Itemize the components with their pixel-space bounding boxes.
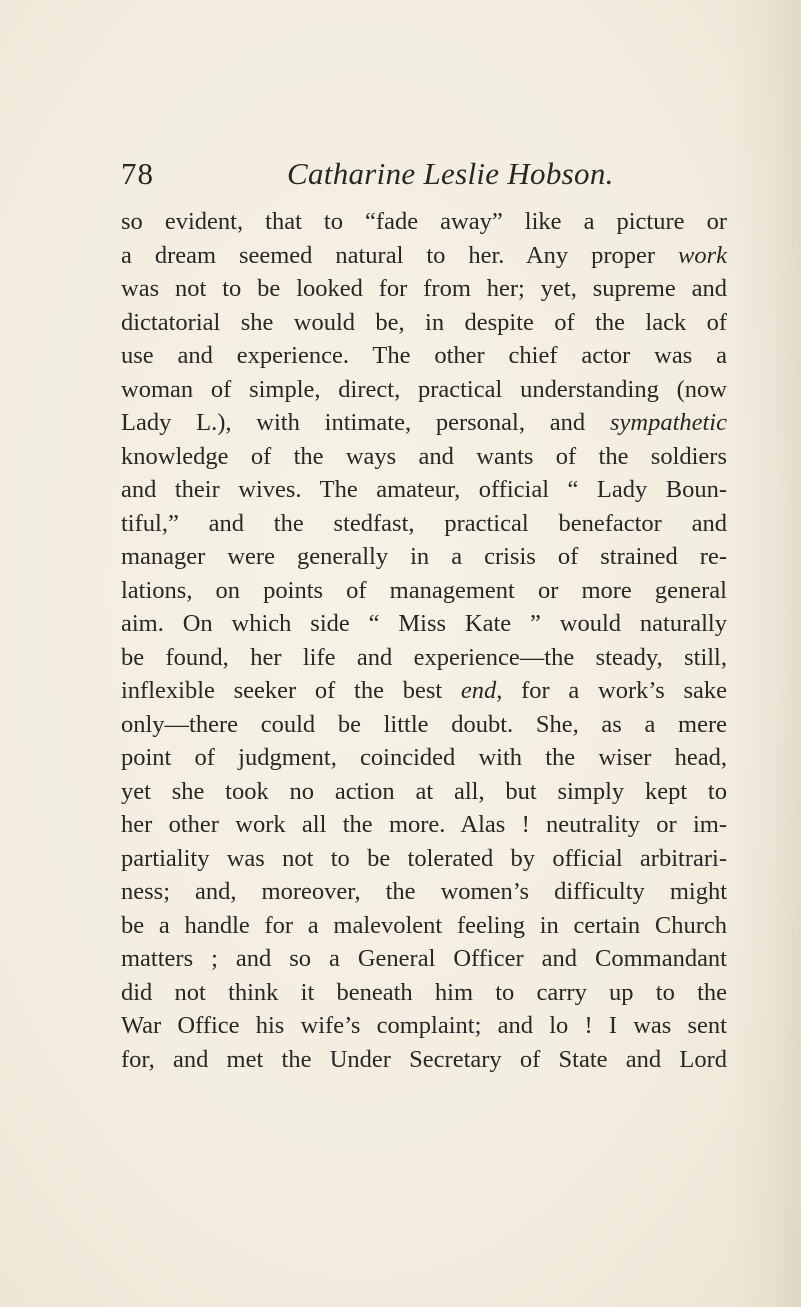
text-line [121, 775, 727, 809]
text-line [121, 373, 727, 407]
text-line [121, 674, 727, 708]
text-line [121, 205, 727, 239]
text-line [121, 1009, 727, 1043]
text-line [121, 741, 727, 775]
italic-text: work [678, 241, 727, 269]
text-segment: a dream seemed natural to her. Any proper [121, 241, 678, 269]
text-line [121, 942, 727, 976]
text-segment: and their wives. The amateur, official “ Lady Boun- [121, 476, 727, 503]
text-line [121, 909, 727, 943]
page-number: 78 [121, 156, 154, 191]
text-segment: ness; and, moreover, the women’s difficulty might [121, 878, 727, 905]
page-header [0, 150, 801, 194]
text-segment: was not to be looked for from her; yet, supreme and [121, 275, 727, 302]
text-line [121, 339, 727, 373]
text-line [121, 540, 727, 574]
text-line [121, 507, 727, 541]
italic-text: end [460, 677, 497, 704]
text-segment: dictatorial she would be, in despite of the lack of [121, 308, 727, 336]
text-segment: only—there could be little doubt. She, as a mere [121, 710, 727, 738]
text-segment: manager were generally in a crisis of strained re- [121, 543, 727, 570]
text-segment: for, and met the Under Secretary of State and Lord [121, 1045, 727, 1073]
text-line [121, 641, 727, 675]
text-line [121, 1043, 727, 1077]
text-segment: matters ; and so a General Officer and Commandant [121, 945, 727, 972]
text-line [121, 842, 727, 876]
text-segment: inflexible seeker of the best [121, 677, 461, 704]
text-segment: Lady L.), with intimate, personal, and [121, 409, 610, 436]
text-line [121, 808, 727, 842]
text-line [121, 607, 727, 641]
text-segment: point of judgment, coincided with the wiser head, [121, 744, 727, 771]
italic-text: sympathetic [609, 409, 727, 436]
text-segment: yet she took no action at all, but simply kept to [121, 777, 727, 805]
text-line [121, 976, 727, 1010]
text-line [121, 875, 727, 909]
text-segment: knowledge of the ways and wants of the soldiers [121, 442, 727, 470]
text-segment: did not think it beneath him to carry up to the [121, 978, 727, 1006]
text-segment: be found, her life and experience—the steady, still, [121, 643, 727, 671]
page-fold-shadow [731, 0, 801, 1307]
text-line [121, 272, 727, 306]
text-line [121, 406, 727, 440]
text-segment: , for a work’s sake [496, 677, 727, 704]
text-segment: be a handle for a malevolent feeling in certain Church [121, 911, 727, 939]
text-line [121, 440, 727, 474]
text-segment: her other work all the more. Alas ! neutrality or im- [121, 811, 727, 838]
text-line [121, 306, 727, 340]
text-segment: use and experience. The other chief actor was a [121, 342, 727, 369]
text-segment: woman of simple, direct, practical understanding (now [121, 375, 727, 403]
text-segment: tiful,” and the stedfast, practical benefactor and [121, 509, 727, 537]
body-text [121, 205, 727, 1076]
text-segment: so evident, that to “fade away” like a picture or [121, 208, 727, 235]
text-segment: aim. On which side “ Miss Kate ” would naturally [121, 610, 727, 637]
text-line [121, 574, 727, 608]
text-segment: War Office his wife’s complaint; and lo ! I was sent [121, 1012, 727, 1039]
text-line [121, 239, 727, 273]
running-title: Catharine Leslie Hobson. [287, 156, 614, 191]
text-segment: lations, on points of management or more general [121, 576, 727, 604]
text-line [121, 708, 727, 742]
text-line [121, 473, 727, 507]
text-segment: partiality was not to be tolerated by official arbitrari- [121, 844, 727, 872]
